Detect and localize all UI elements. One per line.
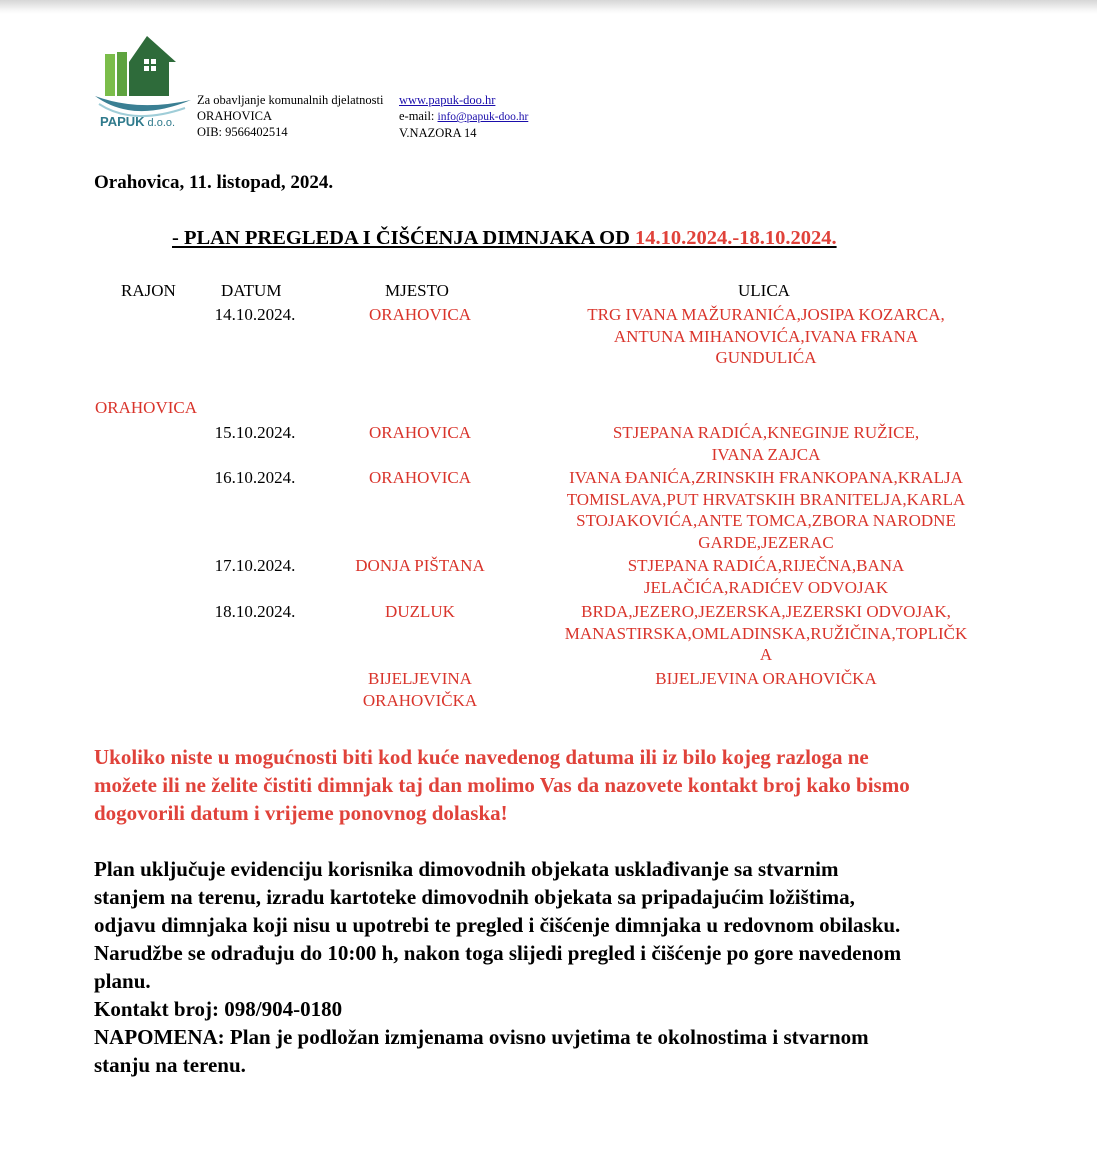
street-line: ANTUNA MIHANOVIĆA,IVANA FRANA: [613, 326, 919, 346]
company-address: V.NAZORA 14: [399, 126, 477, 140]
paragraph-line: odjavu dimnjaka koji nisu u upotrebi te pregled i čišćenje dimnjaka u redovnom obilasku.: [94, 913, 901, 937]
row-date: 15.10.2024.: [214, 423, 296, 442]
row-street: [536, 422, 996, 465]
row-place: [330, 422, 510, 444]
place-line: BIJELJEVINA: [368, 669, 472, 688]
row-street: [536, 555, 996, 598]
paragraph-line: Plan uključuje evidenciju korisnika dimovodnih objekata usklađivanje sa stvarnim: [94, 857, 839, 881]
email-link[interactable]: info@papuk-doo.hr: [437, 111, 529, 123]
place-line: ORAHOVICA: [369, 423, 471, 442]
row-street: [536, 668, 996, 690]
notice-line: Ukoliko niste u mogućnosti biti kod kuće navedenog datuma ili iz bilo kojeg razloga ne: [94, 745, 869, 769]
row-place: [330, 467, 510, 489]
street-line: TRG IVANA MAŽURANIĆA,JOSIPA KOZARCA,: [587, 305, 945, 324]
logo-name: PAPUK: [100, 114, 145, 129]
row-date: 17.10.2024.: [214, 556, 296, 575]
street-line: BRDA,JEZERO,JEZERSKA,JEZERSKI ODVOJAK,: [581, 602, 951, 621]
info-paragraph: [94, 855, 1054, 1079]
street-line: TOMISLAVA,PUT HRVATSKIH BRANITELJA,KARLA: [566, 489, 966, 509]
top-edge-shadow: [0, 0, 1097, 14]
street-line: STOJAKOVIĆA,ANTE TOMCA,ZBORA NARODNE: [576, 511, 956, 530]
title-prefix: - PLAN PREGLEDA I ČIŠĆENJA DIMNJAKA OD: [172, 227, 636, 249]
paragraph-line: NAPOMENA: Plan je podložan izmjenama ovisno uvjetima te okolnostima i stvarnom: [94, 1025, 869, 1049]
row-street: [536, 601, 996, 666]
row-date: 14.10.2024.: [214, 305, 296, 324]
company-oib: OIB: 9566402514: [197, 125, 288, 139]
title-date-range: 14.10.2024.-18.10.2024.: [635, 227, 837, 249]
paragraph-line: stanjem na terenu, izradu kartoteke dimovodnih objekata sa pripadajućim ložištima,: [94, 885, 855, 909]
column-header-ulica: ULICA: [738, 281, 790, 300]
row-place: [330, 304, 510, 326]
company-city: ORAHOVICA: [197, 109, 272, 123]
street-line: JELAČIĆA,RADIĆEV ODVOJAK: [643, 577, 889, 597]
contact-line: Kontakt broj: 098/904-0180: [94, 997, 343, 1021]
company-activity: Za obavljanje komunalnih djelatnosti: [197, 93, 384, 107]
page-title: [172, 227, 837, 250]
place-line: ORAHOVIČKA: [362, 690, 478, 710]
street-line: IVANA ZAJCA: [711, 444, 821, 464]
row-date: 16.10.2024.: [214, 468, 296, 487]
document-date: Orahovica, 11. listopad, 2024.: [94, 172, 334, 193]
row-street: [536, 304, 996, 369]
street-line: GARDE,JEZERAC: [698, 532, 834, 552]
column-header-mjesto: MJESTO: [385, 281, 449, 300]
company-info-right: [399, 92, 528, 141]
company-info-left: [197, 92, 383, 140]
street-line: A: [759, 645, 773, 664]
place-line: DONJA PIŠTANA: [355, 556, 485, 575]
place-line: ORAHOVICA: [369, 305, 471, 324]
column-header-rajon: RAJON: [121, 281, 176, 300]
email-label: e-mail:: [399, 109, 435, 123]
street-line: MANASTIRSKA,OMLADINSKA,RUŽIČINA,TOPLIČK: [564, 623, 968, 643]
row-place: [330, 555, 510, 577]
logo-wordmark: [100, 114, 175, 129]
red-notice: [94, 743, 1054, 827]
street-line: STJEPANA RADIĆA,RIJEČNA,BANA: [627, 556, 905, 575]
place-line: DUZLUK: [385, 602, 455, 621]
place-line: ORAHOVICA: [369, 468, 471, 487]
street-line: GUNDULIĆA: [715, 348, 817, 367]
logo-suffix: d.o.o.: [147, 117, 176, 129]
row-place: [330, 601, 510, 623]
street-line: STJEPANA RADIĆA,KNEGINJE RUŽICE,: [612, 423, 920, 442]
column-header-datum: DATUM: [221, 281, 282, 300]
row-place: [330, 668, 510, 711]
street-line: BIJELJEVINA ORAHOVIČKA: [655, 669, 877, 688]
paragraph-line: planu.: [94, 969, 151, 993]
notice-line: dogovorili datum i vrijeme ponovnog dolaska!: [94, 801, 508, 825]
paragraph-line: Narudžbe se odrađuju do 10:00 h, nakon toga slijedi pregled i čišćenje po gore navedenom: [94, 941, 902, 965]
notice-line: možete ili ne želite čistiti dimnjak taj dan molimo Vas da nazovete kontakt broj kako bismo: [94, 773, 910, 797]
website-link[interactable]: www.papuk-doo.hr: [399, 93, 496, 107]
rajon-cell: ORAHOVICA: [95, 398, 197, 417]
street-line: IVANA ĐANIĆA,ZRINSKIH FRANKOPANA,KRALJA: [569, 468, 963, 487]
row-date: 18.10.2024.: [214, 602, 296, 621]
row-street: [536, 467, 996, 553]
paragraph-line: stanju na terenu.: [94, 1053, 246, 1077]
